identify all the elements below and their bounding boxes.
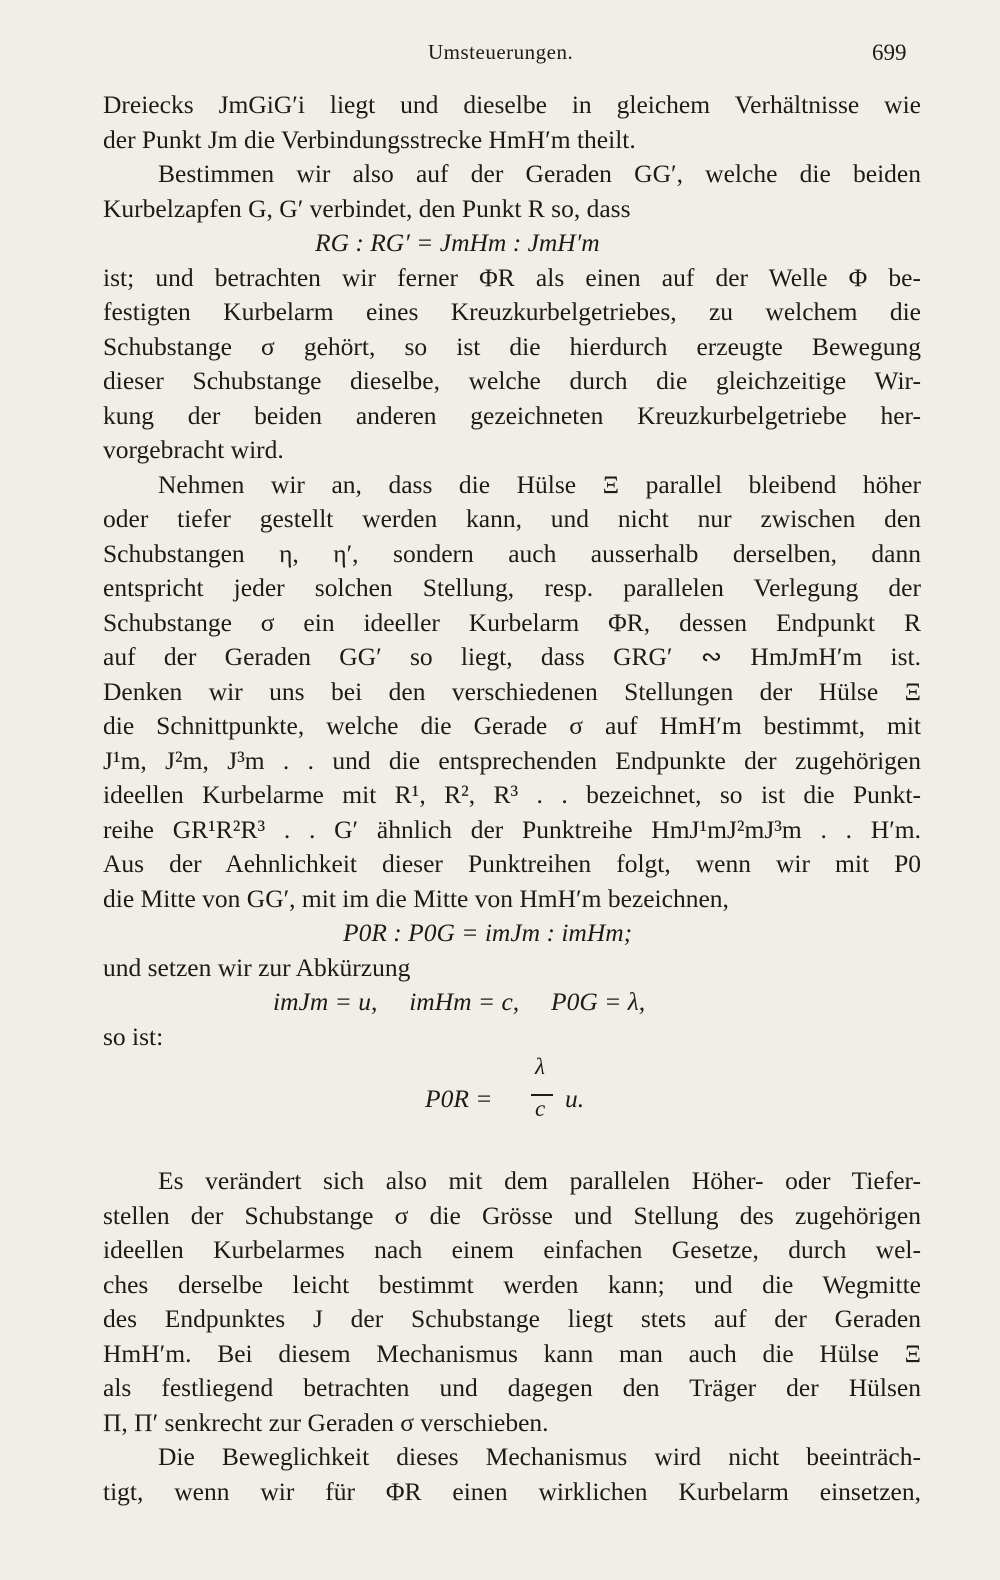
equation-ratio: RG : RG′ = JmHm : JmH′m — [315, 228, 600, 257]
equation-midpoint-ratio: P0R : P0G = imJm : imHm; — [343, 918, 633, 947]
page-header — [0, 40, 1000, 72]
fraction-numerator: λ — [535, 1054, 545, 1079]
page-number: 699 — [872, 40, 907, 65]
text-line: auf der Geraden GG′ so liegt, dass GRG′ ∾ HmJmH′m ist. — [103, 642, 921, 671]
text-line: dieser Schubstange dieselbe, welche durch die gleichzeitige Wir- — [103, 366, 921, 395]
text-line: die Mitte von GG′, mit im die Mitte von HmH′m bezeichnen, — [103, 883, 729, 913]
running-title: Umsteuerungen. — [428, 40, 574, 64]
equation-fraction — [103, 1054, 921, 1140]
text-line: Die Beweglichkeit dieses Mechanismus wird nicht beeinträch- — [158, 1442, 921, 1471]
text-line: Schubstange σ gehört, so ist die hierdurch erzeugte Bewegung — [103, 331, 921, 361]
body-text — [103, 88, 921, 1509]
text-line: Π, Π′ senkrecht zur Geraden σ verschieben. — [103, 1407, 549, 1437]
text-line: und setzen wir zur Abkürzung — [103, 952, 411, 982]
text-line: Aus der Aehnlichkeit dieser Punktreihen folgt, wenn wir mit P0 — [103, 849, 921, 878]
text-line: vorgebracht wird. — [103, 435, 284, 464]
fraction-rhs: u. — [565, 1084, 585, 1113]
text-line: Denken wir uns bei den verschiedenen Stellungen der Hülse Ξ — [103, 676, 921, 706]
text-line: Bestimmen wir also auf der Geraden GG′, welche die beiden — [158, 159, 921, 188]
equation-abbreviations: imJm = u, imHm = c, P0G = λ, — [273, 987, 646, 1016]
text-line: entspricht jeder solchen Stellung, resp. parallelen Verlegung der — [103, 573, 921, 602]
text-line: festigten Kurbelarm eines Kreuzkurbelgetriebes, zu welchem die — [103, 297, 921, 326]
text-line: Schubstangen η, η′, sondern auch ausserhalb derselben, dann — [103, 538, 921, 568]
text-line: J¹m, J²m, J³m . . und die entsprechenden Endpunkte der zugehörigen — [103, 745, 921, 775]
text-line: oder tiefer gestellt werden kann, und nicht nur zwischen den — [103, 504, 921, 533]
text-line: reihe GR¹R²R³ . . G′ ähnlich der Punktreihe HmJ¹mJ²mJ³m . . H′m. — [103, 814, 921, 844]
text-line: ideellen Kurbelarmes nach einem einfachen Gesetze, durch wel- — [103, 1235, 921, 1264]
text-line: tigt, wenn wir für ΦR einen wirklichen Kurbelarm einsetzen, — [103, 1476, 921, 1506]
text-line: die Schnittpunkte, welche die Gerade σ auf HmH′m bestimmt, mit — [103, 711, 921, 740]
text-line: so ist: — [103, 1021, 164, 1051]
text-line: ist; und betrachten wir ferner ΦR als einen auf der Welle Φ be- — [103, 262, 921, 292]
text-line: kung der beiden anderen gezeichneten Kreuzkurbelgetriebe her- — [103, 400, 921, 430]
spacer — [103, 1140, 921, 1164]
fraction-lhs: P0R = — [425, 1084, 493, 1113]
text-line: Es verändert sich also mit dem parallelen Höher- oder Tiefer- — [158, 1166, 921, 1195]
text-line: ideellen Kurbelarme mit R¹, R², R³ . . bezeichnet, so ist die Punkt- — [103, 780, 921, 809]
text-line: der Punkt Jm die Verbindungsstrecke HmH′m theilt. — [103, 124, 636, 154]
text-line: stellen der Schubstange σ die Grösse und Stellung des zugehörigen — [103, 1200, 921, 1230]
text-line: Nehmen wir an, dass die Hülse Ξ parallel bleibend höher — [158, 469, 921, 499]
text-line: ches derselbe leicht bestimmt werden kann; und die Wegmitte — [103, 1269, 921, 1299]
text-line: als festliegend betrachten und dagegen den Träger der Hülsen — [103, 1373, 921, 1402]
text-line: Dreiecks JmGiG′i liegt und dieselbe in gleichem Verhältnisse wie — [103, 90, 921, 119]
text-line: des Endpunktes J der Schubstange liegt stets auf der Geraden — [103, 1304, 921, 1333]
text-line: Kurbelzapfen G, G′ verbindet, den Punkt R so, dass — [103, 193, 631, 223]
text-line: HmH′m. Bei diesem Mechanismus kann man auch die Hülse Ξ — [103, 1338, 921, 1368]
text-line: Schubstange σ ein ideeller Kurbelarm ΦR, dessen Endpunkt R — [103, 607, 921, 637]
fraction-denominator: c — [535, 1096, 546, 1121]
